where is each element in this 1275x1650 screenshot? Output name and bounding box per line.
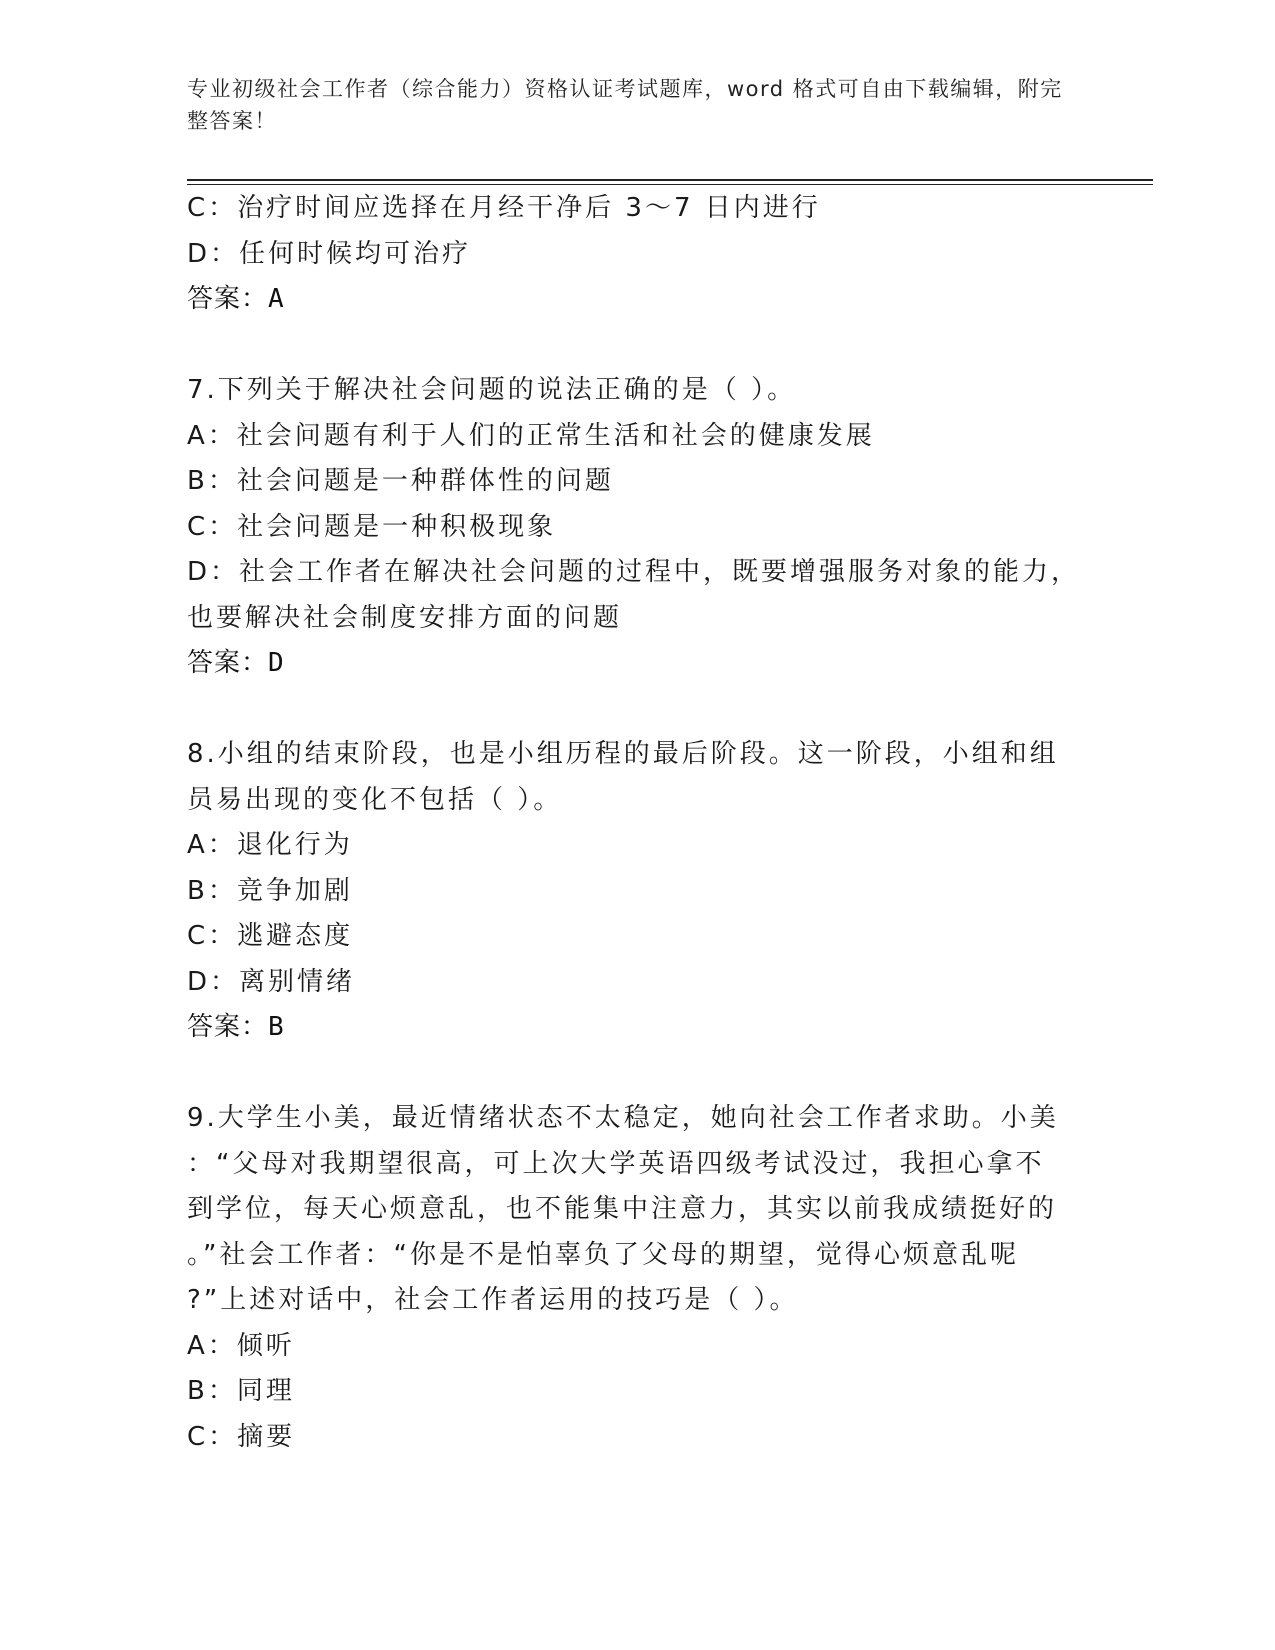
spacer (187, 687, 1067, 733)
q7-answer-label: 答案： (187, 648, 269, 678)
q8-option-b: B：竞争加剧 (187, 875, 353, 906)
q9-stem-line1: 9.大学生小美，最近情绪状态不太稳定，她向社会工作者求助。小美 (187, 1103, 1059, 1133)
header-rule-thick (187, 179, 1153, 181)
q8-answer-value: B (268, 1012, 285, 1042)
question-7 (187, 368, 1081, 687)
q9-stem-line5: ?”上述对话中，社会工作者运用的技巧是（ ）。 (187, 1285, 799, 1315)
q7-option-d-line2: 也要解决社会制度安排方面的问题 (187, 602, 623, 633)
q6-answer-label: 答案： (187, 284, 269, 314)
q8-option-c: C：逃避态度 (187, 921, 354, 951)
q9-stem-line4: 。”社会工作者：“你是不是怕辜负了父母的期望，觉得心烦意乱呢 (187, 1239, 1019, 1270)
q8-option-a: A：退化行为 (187, 830, 353, 860)
q8-answer-label: 答案： (187, 1012, 269, 1042)
document-header: 专业初级社会工作者（综合能力）资格认证考试题库，word 格式可自由下载编辑，附完整答案！ (187, 77, 1063, 133)
q8-answer (187, 1005, 1067, 1051)
question-8 (187, 732, 1067, 1051)
q7-answer (187, 641, 1067, 687)
document-body (187, 186, 1081, 1460)
spacer (187, 1051, 1067, 1097)
q7-option-c: C：社会问题是一种积极现象 (187, 511, 557, 542)
q9-option-a: A：倾听 (187, 1330, 295, 1361)
question-9 (187, 1096, 1067, 1460)
q9-option-c: C：摘要 (187, 1421, 296, 1452)
q7-option-b: B：社会问题是一种群体性的问题 (187, 466, 614, 496)
q9-stem-line3: 到学位，每天心烦意乱，也不能集中注意力，其实以前我成绩挺好的 (187, 1194, 1058, 1224)
q8-option-d: D：离别情绪 (187, 966, 356, 997)
q7-stem: 7.下列关于解决社会问题的说法正确的是（ ）。 (187, 375, 797, 405)
q6-answer (187, 277, 1067, 323)
q7-option-a: A：社会问题有利于人们的正常生活和社会的健康发展 (187, 420, 875, 451)
question-6-continued (187, 186, 1067, 323)
q7-answer-value: D (268, 648, 285, 678)
q6-answer-value: A (268, 284, 285, 314)
q6-option-c: C：治疗时间应选择在月经干净后 3～7 日内进行 (187, 193, 821, 223)
q6-option-d: D：任何时候均可治疗 (187, 238, 472, 269)
q7-option-d-line1: D：社会工作者在解决社会问题的过程中，既要增强服务对象的能力， (187, 557, 1081, 587)
q8-stem-line1: 8.小组的结束阶段，也是小组历程的最后阶段。这一阶段，小组和组 (187, 739, 1059, 769)
q9-stem-line2: ：“父母对我期望很高，可上次大学英语四级考试没过，我担心拿不 (187, 1148, 1045, 1179)
header-rule-thin (187, 184, 1153, 185)
spacer (187, 323, 1067, 369)
q8-stem-line2: 员易出现的变化不包括（ ）。 (187, 784, 563, 815)
q9-option-b: B：同理 (187, 1376, 295, 1406)
